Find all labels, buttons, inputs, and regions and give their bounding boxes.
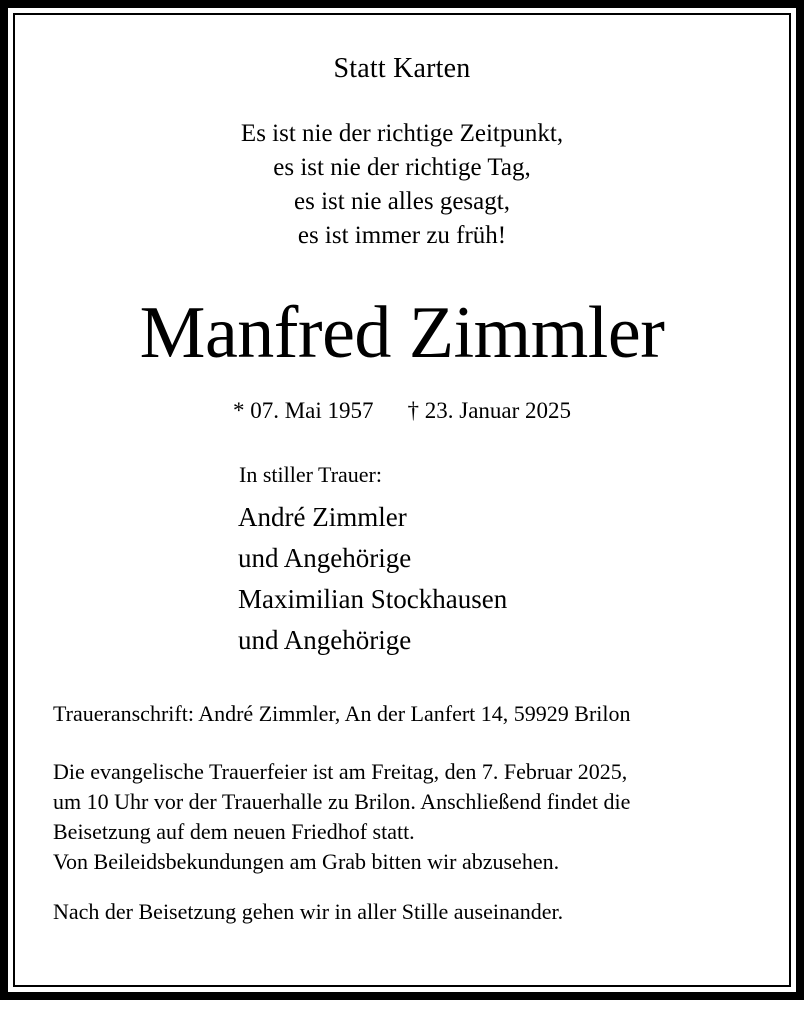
death-date: † 23. Januar 2025 [407,398,572,423]
poem-line: es ist nie alles gesagt, [294,188,510,215]
notice-heading: Statt Karten [333,53,471,84]
frame-inner-rule [13,13,791,987]
mourners-intro: In stiller Trauer: [239,462,382,487]
notice-content [15,55,789,1025]
poem-line: es ist nie der richtige Tag, [273,154,531,181]
ceremony-line: Die evangelische Trauerfeier ist am Freitag, den 7. Februar 2025, [53,759,628,784]
frame-gap [8,8,796,992]
mourner-line: André Zimmler [238,502,407,532]
ceremony-line: Von Beileidsbekundungen am Grab bitten wir abzusehen. [53,849,560,874]
birth-date: * 07. Mai 1957 [232,398,374,423]
mourner-line: und Angehörige [238,543,412,573]
ceremony-line: um 10 Uhr vor der Trauerhalle zu Brilon. Anschließend findet die [53,789,631,814]
mourner-line: Maximilian Stockhausen [238,584,508,614]
mourners-block [42,464,762,661]
mourners-list [238,497,762,661]
ceremony-details [42,757,762,877]
mourner-line: und Angehörige [238,625,412,655]
life-dates [42,399,762,422]
poem-line: Es ist nie der richtige Zeitpunkt, [240,120,564,147]
memorial-poem [42,117,762,253]
ceremony-line: Beisetzung auf dem neuen Friedhof statt. [53,819,415,844]
deceased-name: Manfred Zimmler [139,292,665,374]
condolence-address: Traueranschrift: André Zimmler, An der Lanfert 14, 59929 Brilon [53,701,631,726]
closing-note: Nach der Beisetzung gehen wir in aller Stille auseinander. [53,899,564,924]
poem-line: es ist immer zu früh! [297,222,507,249]
